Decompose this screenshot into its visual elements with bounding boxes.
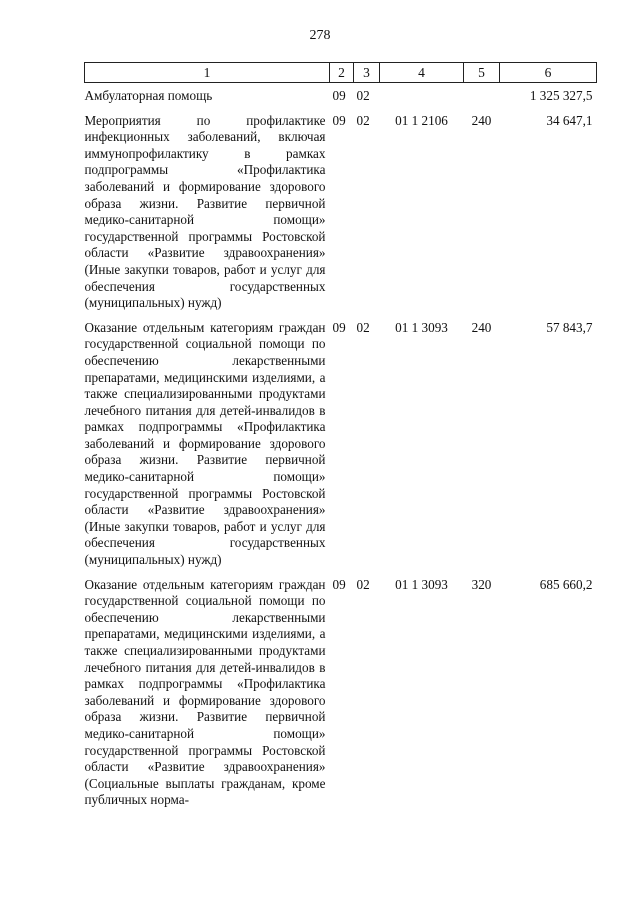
row-target-article: 01 1 3093 <box>395 576 448 592</box>
table-row <box>85 105 597 312</box>
page-number: 278 <box>309 28 331 43</box>
header-col-1: 1 <box>85 63 330 83</box>
row-amount: 57 843,7 <box>546 319 593 335</box>
row-section: 09 <box>332 319 346 335</box>
header-col-3: 3 <box>354 63 380 83</box>
row-name: Мероприятия по профилактике инфекционных заболеваний, включая иммунопрофилактику в рамках подпрограммы «Профилактика заболеваний и формирование здорового образа жизни. Развитие первичной медико-санитарной помощи» государственной программы Ростовской области «Развитие здравоохранения» (Иные закупки товаров, работ и услуг для обеспечения государственных (муниципальных) нужд) <box>84 112 326 311</box>
row-expense-type: 240 <box>471 319 492 335</box>
table-header <box>85 63 597 83</box>
row-subsection: 02 <box>356 319 370 335</box>
table-row <box>85 83 597 105</box>
row-expense-type <box>464 83 500 105</box>
row-name: Оказание отдельным категориям граждан государственной социальной помощи по обеспечению лекарственными препаратами, медицинскими изделиями, а также специализированными продуктами лечебного питания для детей-инвалидов в рамках подпрограммы «Профилактика заболеваний и формирование здорового образа жизни. Развитие первичной медико-санитарной помощи» государственной программы Ростовской области «Развитие здравоохранения» (Социальные выплаты гражданам, кроме публичных норма- <box>84 576 326 808</box>
row-subsection: 02 <box>356 88 370 103</box>
row-section: 09 <box>332 576 346 592</box>
row-section: 09 <box>332 88 346 103</box>
row-name: Оказание отдельным категориям граждан государственной социальной помощи по обеспечению лекарственными препаратами, медицинскими изделиями, а также специализированными продуктами лечебного питания для детей-инвалидов в рамках подпрограммы «Профилактика заболеваний и формирование здорового образа жизни. Развитие первичной медико-санитарной помощи» государственной программы Ростовской области «Развитие здравоохранения» (Иные закупки товаров, работ и услуг для обеспечения государственных (муниципальных) нужд) <box>84 319 326 568</box>
budget-table <box>84 62 597 809</box>
row-amount: 685 660,2 <box>539 576 593 592</box>
row-expense-type: 240 <box>471 112 492 128</box>
row-name: Амбулаторная помощь <box>84 88 213 103</box>
table-row <box>85 569 597 809</box>
header-col-6: 6 <box>500 63 597 83</box>
row-section: 09 <box>332 112 346 128</box>
header-col-4: 4 <box>380 63 464 83</box>
table-row <box>85 312 597 569</box>
header-row <box>85 63 597 83</box>
row-subsection: 02 <box>356 112 370 128</box>
table-body <box>85 83 597 809</box>
row-target-article: 01 1 3093 <box>395 319 448 335</box>
header-col-5: 5 <box>464 63 500 83</box>
row-target-article <box>380 83 464 105</box>
row-amount: 34 647,1 <box>546 112 593 128</box>
row-expense-type: 320 <box>471 576 492 592</box>
row-subsection: 02 <box>356 576 370 592</box>
row-amount: 1 325 327,5 <box>529 88 593 103</box>
row-target-article: 01 1 2106 <box>395 112 448 128</box>
header-col-2: 2 <box>330 63 354 83</box>
